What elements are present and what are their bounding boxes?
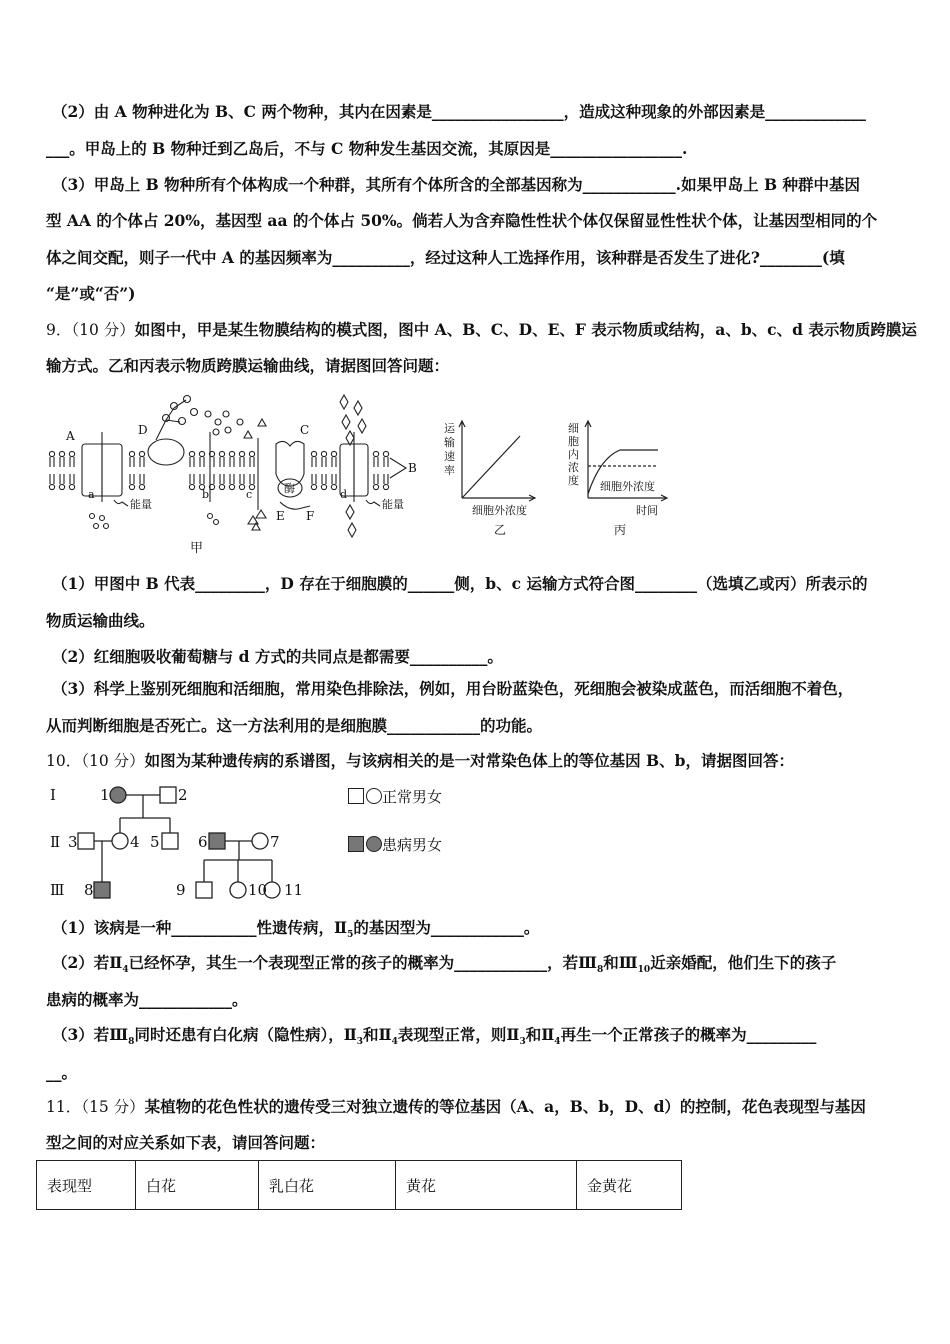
energy-label-1: 能量 [130,498,152,511]
lower-lipid-row [49,474,388,490]
num-5: 5 [150,833,160,851]
bing-caption: 丙 [614,523,627,537]
female-1-affected [110,787,126,803]
table-header-cell: 表现型 [37,1161,136,1210]
q10-sub2-c: 和Ⅲ [603,953,638,972]
q10-sub1-sub: 5 [347,930,354,941]
legend-affected-text: 患病男女 [382,836,443,854]
label-B: B [408,461,417,475]
q8-part2-line2: ___。甲岛上的 B 物种迁到乙岛后，不与 C 物种发生基因交流，其原因是_________________. [46,139,688,158]
yi-curve [462,436,520,498]
bing-xlabel: 时间 [636,504,658,517]
female-4 [112,833,128,849]
legend-normal-text: 正常男女 [382,788,443,806]
q9-sub3-line1: （3）科学上鉴别死细胞和活细胞，常用染色排除法，例如，用台盼蓝染色，死细胞会被染成蓝色，而活细胞不着色， [52,679,854,698]
normal-female-icon [366,788,382,804]
label-E: E [276,509,285,523]
male-6-affected [209,833,225,849]
legend-normal [348,786,442,807]
q11-number: 11．（15 分） [46,1098,145,1116]
q10-sub3-e: 和Ⅱ [525,1025,555,1044]
q8-part3-line3: 体之间交配，则子一代中 A 的基因频率为__________，经过这种人工选择作用，该种群是否发生了进化?________(填 [46,248,845,267]
q9-stem-line1 [46,320,917,340]
q10-sub2-sub1: 4 [122,965,129,976]
q10-stem [46,751,906,771]
q9-sub2: （2）红细胞吸收葡萄糖与 d 方式的共同点是都需要__________。 [52,647,503,666]
legend-affected [348,834,442,855]
q10-stem-text: 如图为某种遗传病的系谱图，与该病相关的是一对常染色体上的等位基因 B、b，请据图回答： [144,751,794,770]
q10-sub3-d: 表现型正常，则Ⅱ [397,1025,520,1044]
q9-sub3-line2: 从而判断细胞是否死亡。这一方法利用的是细胞膜____________的功能。 [46,716,543,735]
label-b: b [202,488,210,501]
q11-stem-line2: 型之间的对应关系如下表，请回答问题： [46,1133,326,1152]
q10-sub2-line1 [52,953,906,980]
table-row [37,1161,682,1210]
male-8-affected [94,882,110,898]
q10-sub3-line1 [52,1025,906,1052]
q10-sub3-sub3: 4 [391,1037,398,1048]
num-2: 2 [178,786,188,804]
q10-sub3-b: 同时还患有白化病（隐性病），Ⅱ [134,1025,357,1044]
generation-I: Ⅰ [50,786,56,804]
generation-II: Ⅱ [50,833,61,851]
q10-sub3-f: 再生一个正常孩子的概率为_________ [560,1025,817,1044]
q10-sub2-sub3: 10 [637,965,651,976]
female-10 [230,882,246,898]
q10-sub2-d: 近亲婚配，他们生下的孩子 [650,953,837,972]
bing-ylabel-1: 细 [568,422,579,435]
chevron-b [390,458,406,478]
bing-ylabel-5: 度 [568,474,579,487]
q10-number: 10．（10 分） [46,752,145,770]
q10-sub3-a: （3）若Ⅲ [52,1025,129,1044]
label-c: c [246,488,253,501]
female-7 [252,833,268,849]
yi-xlabel: 细胞外浓度 [472,504,527,517]
q10-sub2-line2: 患病的概率为____________。 [46,990,248,1009]
bing-curve-label: 细胞外浓度 [600,480,655,493]
label-d: d [340,488,348,501]
q10-sub3-line2: __。 [46,1063,78,1082]
yi-ylabel-1: 运 [444,422,455,435]
q10-sub2-a: （2）若Ⅱ [52,953,123,972]
num-6: 6 [198,833,208,851]
label-F: F [306,509,315,523]
male-5 [162,833,178,849]
num-8: 8 [84,881,94,899]
label-a: a [88,488,95,501]
table-header-cell: 金黄花 [577,1161,682,1210]
affected-female-icon [366,836,382,852]
bing-ylabel-2: 胞 [568,435,579,448]
num-10: 10 [248,881,268,899]
glycoprotein-d [148,439,184,465]
q10-sub3-sub2: 3 [356,1037,364,1048]
num-7: 7 [270,833,280,851]
q10-sub2-sub2: 8 [597,965,604,976]
yi-ylabel-4: 率 [444,464,455,477]
label-D: D [138,423,148,437]
q10-sub3-sub5: 4 [554,1037,561,1048]
num-9: 9 [176,881,186,899]
q9-stem-line2: 输方式。乙和丙表示物质跨膜运输曲线，请据图回答问题： [46,356,450,375]
enzyme-label: 酶 [284,482,295,495]
male-2 [160,787,176,803]
label-C: C [300,423,310,437]
upper-lipid-row [49,451,388,467]
male-3 [78,833,94,849]
flower-color-table [36,1160,682,1210]
male-9 [196,882,212,898]
yi-ylabel-2: 输 [444,436,455,449]
num-3: 3 [68,833,78,851]
affected-male-icon [348,836,364,852]
q11-stem-line1 [46,1097,906,1117]
generation-III: Ⅲ [50,881,65,899]
q8-part3-line2: 型 AA 的个体占 20%，基因型 aa 的个体占 50%。倘若人为含弃隐性性状个体仅保留显性性状个体，让基因型相同的个 [46,211,878,230]
q8-part3-line1: （3）甲岛上 B 物种所有个体构成一个种群，其所有个体所含的全部基因称为____________.如果甲岛上 B 种群中基因 [52,175,860,194]
q9-stem-text: 如图中，甲是某生物膜结构的模式图，图中 A、B、C、D、E、F 表示物质或结构，a、b、c、d 表示物质跨膜运 [134,320,917,339]
yi-ylabel-3: 速 [444,450,455,463]
label-A: A [66,429,75,443]
yi-caption: 乙 [494,523,507,537]
num-1: 1 [100,786,110,804]
bing-ylabel-3: 内 [568,448,579,461]
q10-sub1-a: （1）该病是一种___________性遗传病，Ⅱ [52,918,348,937]
q10-sub3-sub4: 3 [519,1037,526,1048]
bing-ylabel-4: 浓 [568,461,579,474]
caption-jia: 甲 [190,541,204,556]
num-11: 11 [284,881,304,899]
q10-sub3-c: 和Ⅱ [363,1025,392,1044]
q10-sub3-sub1: 8 [128,1037,135,1048]
table-header-cell: 黄花 [396,1161,577,1210]
q9-number: 9．（10 分） [46,321,135,339]
graph-bing [566,418,686,540]
q10-sub2-b: 已经怀孕，其生一个表现型正常的孩子的概率为____________，若Ⅲ [128,953,598,972]
q10-sub1 [52,918,906,945]
graph-yi [442,418,552,540]
q10-sub1-b: 的基因型为____________。 [353,918,540,937]
energy-label-2: 能量 [382,498,404,511]
membrane-figure-jia [44,392,424,560]
q8-part2-line1: （2）由 A 物种进化为 B、C 两个物种，其内在因素是_________________，造成这种现象的外部因素是_____________ [52,102,866,121]
q8-part3-line4: “是”或“否”) [46,284,136,303]
normal-male-icon [348,788,364,804]
q9-sub1-line2: 物质运输曲线。 [46,611,155,630]
table-header-cell: 白花 [136,1161,259,1210]
pedigree-chart [44,778,324,904]
num-4: 4 [130,833,140,851]
q9-sub1-line1: （1）甲图中 B 代表_________，D 存在于细胞膜的______侧，b、c 运输方式符合图________（选填乙或丙）所表示的 [52,574,868,593]
q11-stem-text: 某植物的花色性状的遗传受三对独立遗传的等位基因（A、a，B、b，D、d）的控制，花色表现型与基因 [144,1097,866,1116]
table-header-cell: 乳白花 [259,1161,396,1210]
